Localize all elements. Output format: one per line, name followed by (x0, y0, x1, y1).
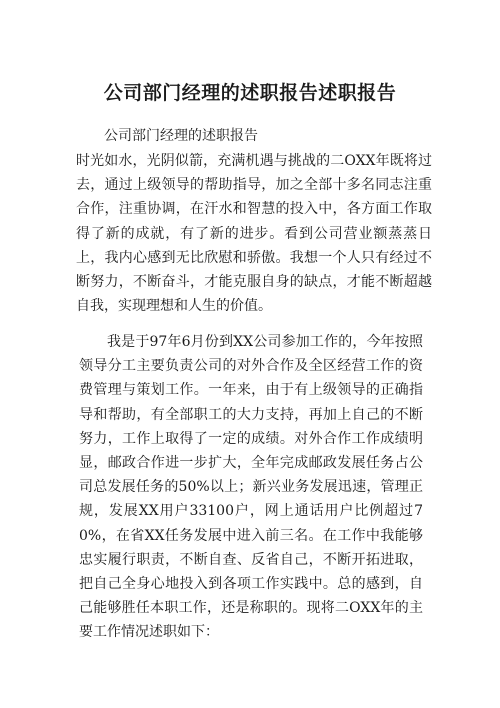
paragraph-2: 我是于97年6月份到XX公司参加工作的，今年按照领导分工主要负责公司的对外合作及全区经营工作的资费管理与策划工作。一年来，由于有上级领导的正确指导和帮助，有全部职工的大力支持，再加上自己的不断努力，工作上取得了一定的成绩。对外合作工作成绩明显，邮政合作进一步扩大，全年完成邮政发展任务占公司总发展任务的50%以上；新兴业务发展迅速，管理正规，发展XX用户33100户，网上通话用户比例超过70%，在省XX任务发展中进入前三名。在工作中我能够忠实履行职责，不断自查、反省自己，不断开拓进取，把自己全身心地投入到各项工作实践中。总的感到，自己能够胜任本职工作，还是称职的。现将二OXX年的主要工作情况述职如下： (79, 334, 423, 641)
document-subtitle: 公司部门经理的述职报告 (104, 128, 258, 144)
document-title: 公司部门经理的述职报告述职报告 (103, 82, 397, 104)
paragraph-1: 时光如水，光阴似箭，充满机遇与挑战的二OXX年既将过去，通过上级领导的帮助指导，加之全部十多名同志注重合作，注重协调，在汗水和智慧的投入中，各方面工作取得了新的成就，有了新的进步。看到公司营业额蒸蒸日上，我内心感到无比欣慰和骄傲。我想一个人只有经过不断努力，不断奋斗，才能克服自身的缺点，才能不断超越自我，实现理想和人生的价值。 (76, 153, 432, 315)
